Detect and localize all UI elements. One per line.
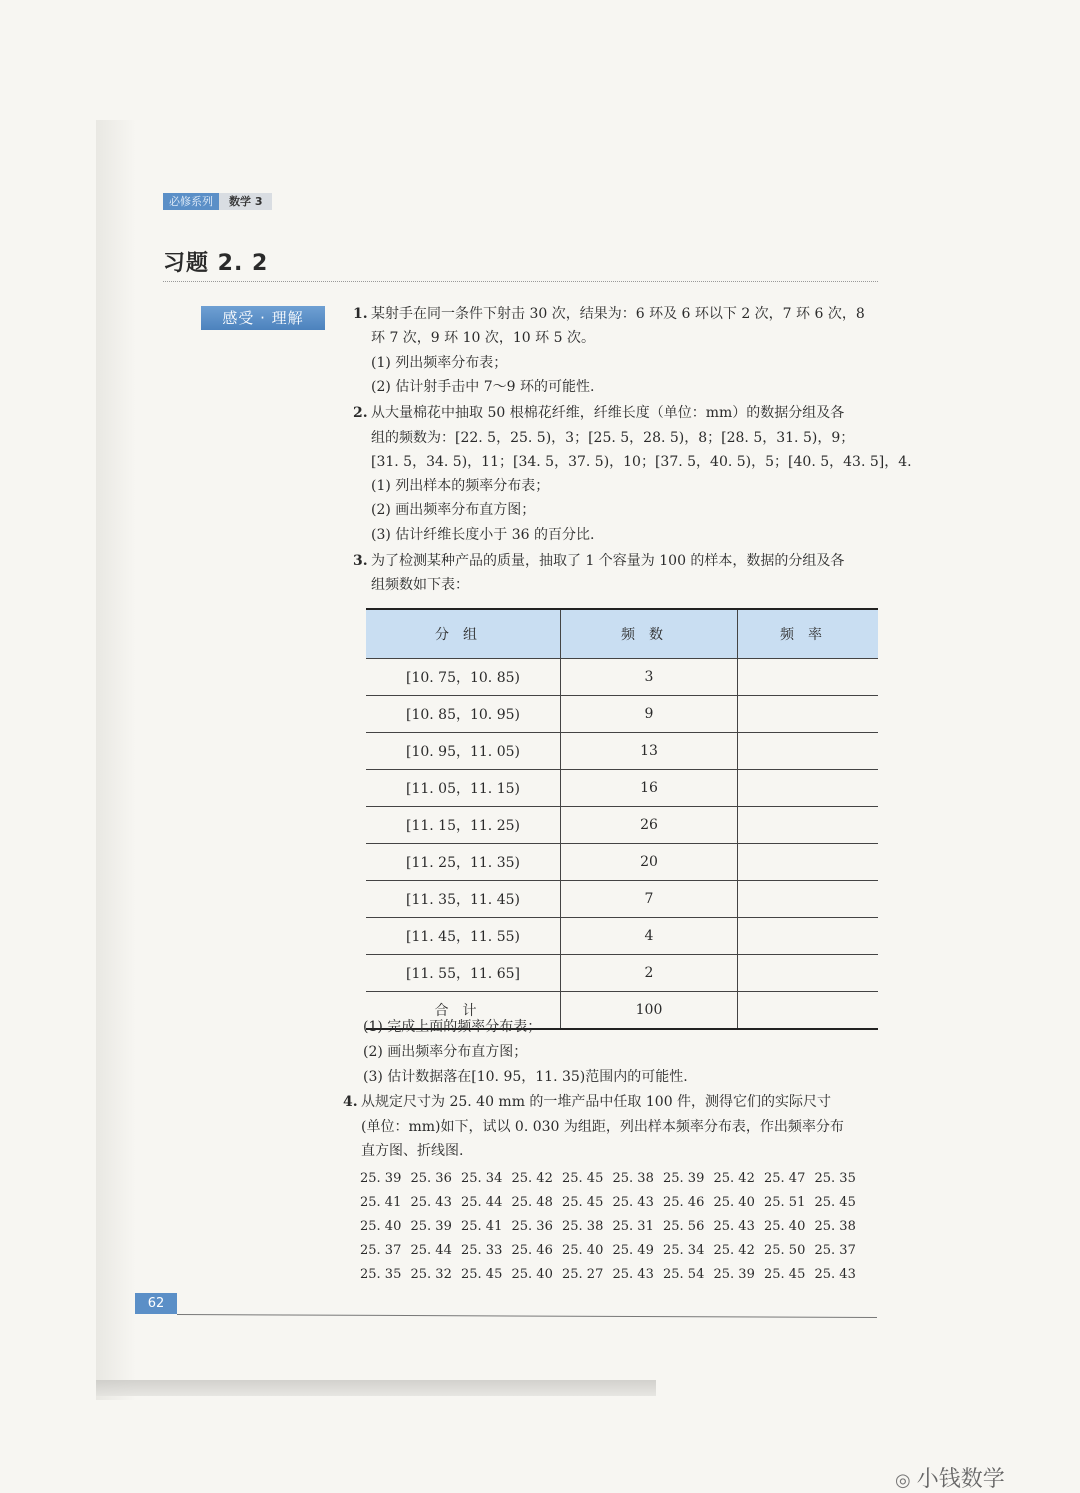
section-title: 习题 2. 2 (163, 251, 269, 276)
data-value: 25. 41 (461, 1219, 503, 1234)
header-frequency: 频率 (738, 609, 879, 659)
cell-group: [10. 85，10. 95) (366, 696, 561, 733)
page-gutter-shadow (96, 120, 136, 1400)
problem-2-line-1: 2. 从大量棉花中抽取 50 根棉花纤维，纤维长度（单位：mm）的数据分组及各 (353, 401, 844, 425)
data-value: 25. 45 (814, 1195, 856, 1210)
cell-frequency (738, 807, 879, 844)
cell-total-label: 合计 (366, 992, 561, 1030)
watermark (895, 1462, 1005, 1493)
problem-4-line-2: (单位：mm)如下，试以 0. 030 为组距，列出样本频率分布表，作出频率分布 (361, 1119, 844, 1135)
table-header-row (366, 609, 878, 659)
cell-group: [10. 95，11. 05) (366, 733, 561, 770)
data-value: 25. 36 (410, 1171, 452, 1186)
data-value: 25. 43 (713, 1219, 755, 1234)
data-value: 25. 40 (511, 1267, 553, 1282)
table-row (366, 696, 878, 733)
footer-divider (177, 1314, 877, 1318)
problem-3-sub-2: (2) 画出频率分布直方图； (363, 1044, 528, 1060)
cell-count: 13 (561, 733, 738, 770)
data-value: 25. 27 (562, 1267, 604, 1282)
cell-count: 3 (561, 659, 738, 696)
problem-number: 3. (353, 553, 368, 569)
wechat-icon: ◎ (895, 1470, 911, 1491)
header-group: 分组 (366, 609, 561, 659)
table-row (366, 881, 878, 918)
data-value: 25. 39 (713, 1267, 755, 1282)
cell-group: [10. 75，10. 85) (366, 659, 561, 696)
data-value: 25. 42 (511, 1171, 553, 1186)
problem-2-line-3: [31. 5，34. 5)，11；[34. 5，37. 5)，10；[37. 5，40. 5)，5；[40. 5，43. 5]，4. (371, 454, 912, 470)
problem-4-line-1: 4. 从规定尺寸为 25. 40 mm 的一堆产品中任取 100 件，测得它们的实际尺寸 (343, 1090, 831, 1114)
cell-total-count: 100 (561, 992, 738, 1030)
data-value: 25. 39 (360, 1171, 402, 1186)
cell-frequency (738, 659, 879, 696)
cell-count: 4 (561, 918, 738, 955)
data-value: 25. 40 (713, 1195, 755, 1210)
data-value: 25. 37 (814, 1243, 856, 1258)
table-row (366, 918, 878, 955)
problem-2-line-2: 组的频数为：[22. 5，25. 5)，3；[25. 5，28. 5)，8；[28. 5，31. 5)，9； (371, 430, 855, 446)
problem-1-line-1: 1. 某射手在同一条件下射击 30 次，结果为：6 环及 6 环以下 2 次，7 环 6 次，8 (353, 302, 865, 326)
cell-count: 7 (561, 881, 738, 918)
cell-count: 16 (561, 770, 738, 807)
cell-group: [11. 55，11. 65] (366, 955, 561, 992)
data-value: 25. 37 (360, 1243, 402, 1258)
data-value: 25. 45 (461, 1267, 503, 1282)
series-label: 必修系列 (163, 193, 219, 210)
cell-group: [11. 35，11. 45) (366, 881, 561, 918)
data-value: 25. 46 (663, 1195, 705, 1210)
cell-count: 20 (561, 844, 738, 881)
data-value: 25. 39 (410, 1219, 452, 1234)
section-badge: 感受 · 理解 (201, 306, 325, 330)
data-value: 25. 43 (612, 1267, 654, 1282)
table-row (366, 955, 878, 992)
data-value: 25. 31 (612, 1219, 654, 1234)
data-value: 25. 45 (562, 1195, 604, 1210)
data-value: 25. 51 (764, 1195, 806, 1210)
data-value: 25. 40 (562, 1243, 604, 1258)
cell-frequency (738, 918, 879, 955)
problem-number: 2. (353, 405, 368, 421)
data-value: 25. 54 (663, 1267, 705, 1282)
header-count: 频数 (561, 609, 738, 659)
scan-edge (96, 1380, 656, 1396)
data-value: 25. 43 (410, 1195, 452, 1210)
problem-3-sub-1: (1) 完成上面的频率分布表； (363, 1019, 542, 1035)
data-value: 25. 38 (612, 1171, 654, 1186)
data-value: 25. 48 (511, 1195, 553, 1210)
data-value: 25. 34 (461, 1171, 503, 1186)
problem-3-line-2: 组频数如下表： (371, 577, 469, 593)
cell-frequency (738, 844, 879, 881)
problem-1-line-2: 环 7 次，9 环 10 次，10 环 5 次。 (371, 330, 595, 346)
data-value: 25. 33 (461, 1243, 503, 1258)
data-value: 25. 42 (713, 1171, 755, 1186)
table-row (366, 733, 878, 770)
cell-group: [11. 45，11. 55) (366, 918, 561, 955)
data-value: 25. 36 (511, 1219, 553, 1234)
cell-frequency (738, 881, 879, 918)
data-value: 25. 43 (612, 1195, 654, 1210)
book-label: 数学 3 (219, 193, 272, 210)
data-value: 25. 40 (360, 1219, 402, 1234)
cell-count: 2 (561, 955, 738, 992)
data-value: 25. 34 (663, 1243, 705, 1258)
data-value: 25. 39 (663, 1171, 705, 1186)
title-divider (163, 281, 878, 283)
data-value: 25. 41 (360, 1195, 402, 1210)
data-value: 25. 56 (663, 1219, 705, 1234)
cell-group: [11. 05，11. 15) (366, 770, 561, 807)
table-row (366, 844, 878, 881)
data-value: 25. 43 (814, 1267, 856, 1282)
data-value: 25. 44 (461, 1195, 503, 1210)
cell-frequency (738, 770, 879, 807)
data-value: 25. 38 (814, 1219, 856, 1234)
page-number: 62 (135, 1293, 177, 1314)
problem-2-sub-1: (1) 列出样本的频率分布表； (371, 478, 550, 494)
data-value: 25. 42 (713, 1243, 755, 1258)
data-value: 25. 40 (764, 1219, 806, 1234)
problem-3-sub-3: (3) 估计数据落在[10. 95，11. 35)范围内的可能性. (363, 1069, 688, 1085)
data-value: 25. 38 (562, 1219, 604, 1234)
table-row (366, 807, 878, 844)
problem-1-sub-1: (1) 列出频率分布表； (371, 355, 508, 371)
problem-number: 4. (343, 1094, 358, 1110)
cell-count: 9 (561, 696, 738, 733)
watermark-text: 小钱数学 (916, 1467, 1005, 1492)
cell-frequency (738, 733, 879, 770)
problem-4-line-3: 直方图、折线图. (361, 1143, 464, 1159)
problem-1-sub-2: (2) 估计射手击中 7～9 环的可能性. (371, 379, 595, 395)
cell-group: [11. 15，11. 25) (366, 807, 561, 844)
problem-2-sub-3: (3) 估计纤维长度小于 36 的百分比. (371, 527, 595, 543)
data-value: 25. 49 (612, 1243, 654, 1258)
problem-2-sub-2: (2) 画出频率分布直方图； (371, 502, 536, 518)
cell-total-frequency (738, 992, 879, 1030)
table-row (366, 659, 878, 696)
data-value: 25. 32 (410, 1267, 452, 1282)
problem-3-line-1: 3. 为了检测某种产品的质量，抽取了 1 个容量为 100 的样本，数据的分组及各 (353, 549, 844, 573)
data-value: 25. 50 (764, 1243, 806, 1258)
data-value: 25. 47 (764, 1171, 806, 1186)
data-value: 25. 45 (562, 1171, 604, 1186)
measurement-data-grid (360, 1168, 865, 1286)
data-value: 25. 35 (814, 1171, 856, 1186)
data-value: 25. 44 (410, 1243, 452, 1258)
data-value: 25. 45 (764, 1267, 806, 1282)
data-value: 25. 46 (511, 1243, 553, 1258)
cell-count: 26 (561, 807, 738, 844)
frequency-table (366, 608, 878, 1030)
running-header (163, 193, 272, 210)
table-row (366, 770, 878, 807)
cell-group: [11. 25，11. 35) (366, 844, 561, 881)
cell-frequency (738, 955, 879, 992)
cell-frequency (738, 696, 879, 733)
problem-number: 1. (353, 306, 368, 322)
data-value: 25. 35 (360, 1267, 402, 1282)
